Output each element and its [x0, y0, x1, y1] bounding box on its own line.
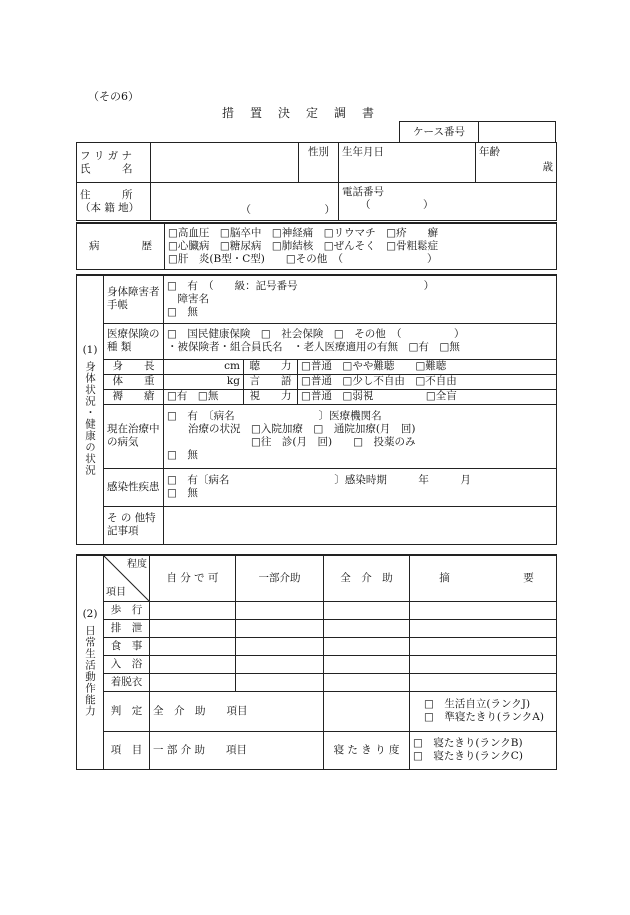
bedsore-label: 褥 瘡 [104, 389, 164, 404]
height-label: 身 長 [104, 359, 164, 374]
height-field[interactable] [164, 359, 244, 374]
address-paren: （ ） [240, 204, 335, 216]
cell[interactable] [236, 655, 324, 673]
full-help-field[interactable] [324, 691, 410, 731]
weight-field[interactable] [164, 374, 244, 389]
section1-number: (1) [82, 343, 98, 356]
cell[interactable] [324, 655, 410, 673]
current-illness-label: 現在治療中の病気 [104, 404, 164, 468]
infection-line-1: □ 有〔病名 〕感染時期 年 月 [167, 474, 471, 486]
row-excretion: 排 泄 [104, 619, 150, 637]
disability-line-2: 障害名 [167, 292, 209, 305]
name-field[interactable] [151, 143, 299, 183]
case-number-table [399, 121, 556, 143]
cell[interactable] [236, 601, 324, 619]
partial-items: 一 部 介 助 項目 [150, 731, 324, 769]
weight-label: 体 重 [104, 374, 164, 389]
row-eating: 食 事 [104, 637, 150, 655]
history-line-1: □高血圧 □脳卒中 □神経痛 □リウマチ □疥 癬 [168, 226, 439, 239]
infection-label: 感染性疾患 [104, 468, 164, 506]
case-number-field[interactable] [479, 122, 556, 143]
history-line-2: □心臓病 □糖尿病 □肺結核 □ぜんそく □骨粗鬆症 [168, 239, 439, 252]
row-bathing: 入 浴 [104, 655, 150, 673]
name-label: 氏 名 [80, 162, 133, 175]
cell[interactable] [324, 619, 410, 637]
phone-label: 電話番号 [342, 186, 384, 198]
cell[interactable] [150, 655, 236, 673]
col-full: 全 介 助 [324, 555, 410, 601]
degree-item-header [104, 555, 150, 601]
weight-unit: kg [226, 375, 240, 387]
infection-options[interactable] [164, 468, 557, 506]
age-label: 年齢 [479, 146, 500, 158]
row-dressing: 着脱衣 [104, 673, 150, 691]
cell[interactable] [410, 673, 557, 691]
current-line-3: □往 診(月 回) □ 投薬のみ [167, 436, 416, 448]
current-illness-options[interactable] [164, 404, 557, 468]
cell[interactable] [324, 673, 410, 691]
cell[interactable] [150, 619, 236, 637]
section2-title: 日常生活動作能力 [84, 624, 96, 717]
insurance-line-2: ・被保険者・組合員氏名 ・老人医療適用の有無 □有 □無 [167, 341, 460, 353]
cell[interactable] [150, 601, 236, 619]
cell[interactable] [150, 673, 236, 691]
section1-table [76, 274, 557, 545]
cell[interactable] [324, 601, 410, 619]
degree-label: 程度 [127, 559, 147, 570]
hearing-options[interactable]: □普通 □やや難聴 □難聴 [298, 359, 557, 374]
rank-bc-options[interactable] [410, 731, 557, 769]
insurance-line-1: □ 国民健康保険 □ 社会保険 □ その他 （ ） [167, 328, 465, 340]
cell[interactable] [410, 601, 557, 619]
speech-label: 言 語 [244, 374, 298, 389]
section2-number: (2) [82, 607, 98, 620]
bedsore-options[interactable]: □有 □無 [164, 389, 244, 404]
basic-info-table [76, 142, 557, 221]
disability-options[interactable] [164, 275, 557, 323]
furigana-label: フ リ ガ ナ [80, 149, 133, 162]
phone-paren: （ ） [360, 199, 434, 211]
rank-c: □ 寝たきり(ランクC) [413, 750, 523, 762]
section2-label [77, 555, 104, 769]
judge-label: 判 定 [104, 691, 150, 731]
other-notes-field[interactable] [164, 506, 557, 544]
history-table [76, 222, 557, 270]
cell[interactable] [410, 637, 557, 655]
vision-label: 視 力 [244, 389, 298, 404]
name-label-cell [77, 143, 151, 183]
case-number-label: ケース番号 [400, 122, 479, 143]
rank-ja-options[interactable] [410, 691, 557, 731]
age-unit: 歳 [542, 161, 553, 173]
col-partial: 一部介助 [236, 555, 324, 601]
infection-line-2: □ 無 [167, 487, 198, 499]
cell[interactable] [236, 619, 324, 637]
full-help-items: 全 介 助 項目 [150, 691, 324, 731]
vision-options[interactable]: □普通 □弱視 □全盲 [298, 389, 557, 404]
sex-label: 性別 [299, 143, 339, 183]
section2-table [76, 554, 557, 770]
speech-options[interactable]: □普通 □少し不自由 □不自由 [298, 374, 557, 389]
address-field[interactable] [151, 183, 339, 221]
cell[interactable] [410, 655, 557, 673]
rank-a: □ 準寝たきり(ランクA) [424, 711, 544, 723]
bedridden-label: 寝 た き り 度 [324, 731, 410, 769]
section1-label [77, 275, 104, 544]
phone-cell[interactable] [339, 183, 557, 221]
disability-label: 身体障害者手帳 [104, 275, 164, 323]
item-row-label: 項 目 [104, 731, 150, 769]
history-line-3: □肝 炎(B型・C型) □その他 （ ） [168, 252, 438, 265]
insurance-label: 医療保険の 種 類 [104, 323, 164, 359]
cell[interactable] [410, 619, 557, 637]
height-unit: cm [224, 360, 240, 372]
cell[interactable] [150, 637, 236, 655]
address-label-cell [77, 183, 151, 221]
sheet-number: （その6） [88, 90, 139, 103]
rank-j: □ 生活自立(ランクJ) [424, 698, 531, 710]
col-summary: 摘 要 [410, 555, 557, 601]
current-line-4: □ 無 [167, 449, 198, 461]
disability-line-3: □ 無 [167, 305, 198, 318]
disability-line-1: □ 有 （ 級：記号番号 ） [167, 279, 435, 292]
address-label: 住 所 [80, 188, 133, 201]
form-title: 措 置 決 定 調 書 [222, 106, 377, 120]
item-label: 項目 [106, 586, 126, 598]
current-line-1: □ 有 〔病名 〕医療機関名 [167, 410, 382, 422]
cell[interactable] [236, 673, 324, 691]
col-self: 自 分 で 可 [150, 555, 236, 601]
cell[interactable] [236, 637, 324, 655]
hearing-label: 聴 力 [244, 359, 298, 374]
history-options[interactable] [165, 223, 557, 269]
row-walking: 歩 行 [104, 601, 150, 619]
rank-b: □ 寝たきり(ランクB) [413, 737, 523, 749]
other-notes-label: そ の 他特記事項 [104, 506, 164, 544]
honseki-label: （本 籍 地） [80, 201, 140, 214]
birth-label: 生年月日 [339, 143, 476, 183]
history-label: 病 歴 [77, 223, 165, 269]
section1-title: 身体状況・健康の状況 [84, 360, 96, 476]
cell[interactable] [324, 637, 410, 655]
insurance-options[interactable] [164, 323, 557, 359]
current-line-2: 治療の状況 □入院加療 □ 通院加療(月 回) [167, 423, 416, 435]
age-cell[interactable] [476, 143, 557, 183]
